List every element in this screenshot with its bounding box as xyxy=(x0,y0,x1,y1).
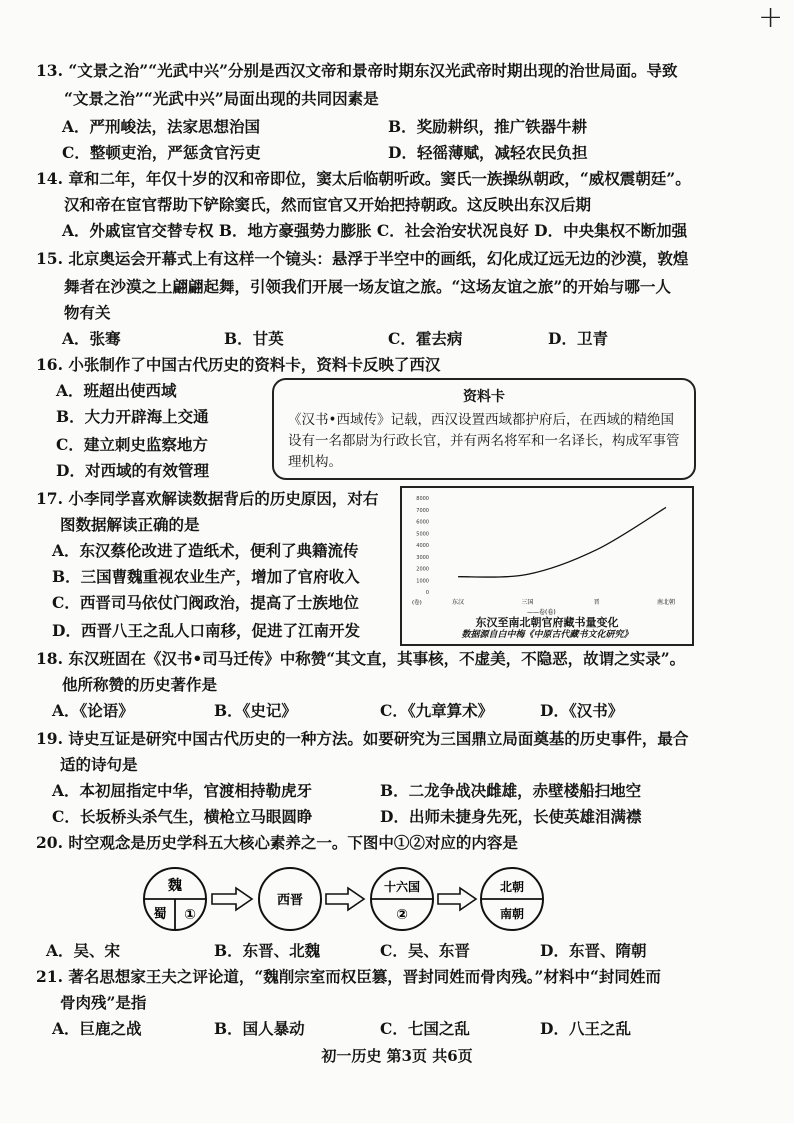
y-tick-label: 0 xyxy=(425,590,429,596)
q21-option-c: C．七国之乱 xyxy=(380,1019,470,1038)
label-wei: 魏 xyxy=(168,878,182,894)
q19-option-c: C．长坂桥头杀气生，横枪立马眼圆睁 xyxy=(52,807,313,826)
q15-option-d: D．卫青 xyxy=(548,329,608,348)
q21-stem-line1: 21. 著名思想家王夫之评论道，“魏削宗室而权臣篡，晋封同姓而骨肉残。”材料中“封同姓而 xyxy=(36,967,661,986)
label-nanchao: 南朝 xyxy=(499,907,525,921)
q15-option-c: C．霍去病 xyxy=(388,329,463,348)
y-tick-label: 6000 xyxy=(416,519,429,526)
label-shiliuguo: 十六国 xyxy=(383,880,421,894)
y-tick-label: 4000 xyxy=(416,543,429,549)
corner-crosshair-mark: + xyxy=(758,0,784,35)
y-axis-ticks xyxy=(416,496,429,596)
arrow-2-icon xyxy=(326,888,364,910)
x-tick-label: 南北朝 xyxy=(656,599,676,606)
q15-option-a: A．张骞 xyxy=(62,329,121,348)
dynasty-timeline-diagram xyxy=(140,864,560,934)
q16-option-a: A．班超出使西域 xyxy=(56,381,177,400)
q14-stem-line2: 汉和帝在宦官帮助下铲除窦氏，然而宦官又开始把持朝政。这反映出东汉后期 xyxy=(64,195,592,214)
label-xijin: 西晋 xyxy=(276,893,304,908)
chart-subtitle: 数据源自白中梅《中原古代藏书文化研究》 xyxy=(461,630,633,640)
q16-option-d: D．对西域的有效管理 xyxy=(56,461,209,480)
q15-option-b: B．甘英 xyxy=(224,329,284,348)
data-card-text: 《汉书•西域传》记载，西汉设置西域都护府后，在西域的精绝国设有一名都尉为行政长官，并有两名将军和一名译长，构成军事管理机构。 xyxy=(288,412,680,470)
x-axis-unit-label: (卷) xyxy=(412,600,422,606)
q17-option-c: C．西晋司马依仗门阀政治，提高了士族地位 xyxy=(52,593,359,612)
q21-option-b: B．国人暴动 xyxy=(214,1019,305,1038)
q14-stem-line1: 14. 章和二年，年仅十岁的汉和帝即位，窦太后临朝听政。窦氏一族操纵朝政，“威权震朝廷”。 xyxy=(36,169,691,188)
q16-stem-line1: 16. 小张制作了中国古代历史的资料卡，资料卡反映了西汉 xyxy=(36,355,441,374)
data-card xyxy=(272,378,696,480)
y-tick-label: 5000 xyxy=(416,531,429,538)
chart-title: 东汉至南北朝官府藏书量变化 xyxy=(475,616,619,629)
q13-option-d: D．轻徭薄赋，减轻农民负担 xyxy=(388,143,588,162)
y-tick-label: 3000 xyxy=(416,554,429,561)
q17-option-b: B．三国曹魏重视农业生产，增加了官府收入 xyxy=(52,567,360,586)
q21-option-d: D．八王之乱 xyxy=(540,1019,631,1038)
y-tick-label: 2000 xyxy=(416,566,429,573)
x-tick-label: 东汉 xyxy=(451,599,465,606)
q15-stem-line1: 15. 北京奥运会开幕式上有这样一个镜头：悬浮于半空中的画纸，幻化成辽远无边的沙漠，敦煌 xyxy=(36,249,689,268)
q18-option-b: B．《史记》 xyxy=(214,701,297,720)
y-tick-label: 8000 xyxy=(416,496,429,502)
y-tick-label: 1000 xyxy=(416,578,429,585)
data-card-title: 资料卡 xyxy=(463,389,505,405)
chart-legend: ——卷(卷) xyxy=(527,609,556,616)
x-axis-ticks xyxy=(412,598,675,606)
page-footer: 初一历史 第3页 共6页 xyxy=(321,1047,473,1065)
q15-stem-line3: 物有关 xyxy=(64,303,111,322)
q13-option-b: B．奖励耕织，推广铁器牛耕 xyxy=(388,117,588,136)
q18-option-c: C．《九章算术》 xyxy=(380,701,494,720)
q17-stem-line1: 17. 小李同学喜欢解读数据背后的历史原因，对右 xyxy=(36,489,379,508)
q13-option-a: A．严刑峻法，法家思想治国 xyxy=(62,117,261,136)
q17-option-d: D．西晋八王之乱人口南移，促进了江南开发 xyxy=(52,621,360,640)
q19-option-a: A．本初屈指定中华，官渡相持勒虎牙 xyxy=(52,781,313,800)
x-tick-label: 三国 xyxy=(521,599,534,606)
q19-stem-line1: 19. 诗史互证是研究中国古代历史的一种方法。如要研究为三国鼎立局面奠基的历史事件，最合 xyxy=(36,729,689,748)
q19-stem-line2: 适的诗句是 xyxy=(60,755,138,774)
q16-option-b: B．大力开辟海上交通 xyxy=(56,407,209,426)
q18-option-a: A．《论语》 xyxy=(52,701,134,720)
label-slot-1: ① xyxy=(184,907,196,923)
arrow-3-icon xyxy=(438,888,476,910)
label-shu: 蜀 xyxy=(153,907,167,922)
arrow-1-icon xyxy=(212,888,252,910)
q20-option-b: B．东晋、北魏 xyxy=(214,941,321,960)
q13-option-c: C．整顿吏治，严惩贪官污吏 xyxy=(62,143,261,162)
q20-option-a: A．吴、宋 xyxy=(46,941,121,960)
q20-option-c: C．吴、东晋 xyxy=(380,941,470,960)
label-beichao: 北朝 xyxy=(499,880,525,894)
q19-option-d: D．出师未捷身先死，长使英雄泪满襟 xyxy=(380,807,642,826)
q14-options: A．外戚宦官交替专权 B．地方豪强势力膨胀 C．社会治安状况良好 D．中央集权不断加强 xyxy=(62,221,688,240)
y-tick-label: 7000 xyxy=(416,507,429,514)
x-tick-label: 晋 xyxy=(593,599,600,606)
q16-option-c: C．建立刺史监察地方 xyxy=(56,435,208,454)
q17-option-a: A．东汉蔡伦改进了造纸术，便利了典籍流传 xyxy=(52,541,359,560)
book-collection-chart xyxy=(400,486,694,646)
q21-option-a: A．巨鹿之战 xyxy=(52,1019,142,1038)
series-line-book-volume xyxy=(458,507,666,577)
q20-option-d: D．东晋、隋朝 xyxy=(540,941,647,960)
label-slot-2: ② xyxy=(396,907,408,923)
q18-stem-line1: 18. 东汉班固在《汉书•司马迁传》中称赞“其文直，其事核，不虚美，不隐恶，故谓之实录”。 xyxy=(36,649,686,668)
q21-stem-line2: 骨肉残”是指 xyxy=(60,993,147,1012)
q13-stem-line2: “文景之治”“光武中兴”局面出现的共同因素是 xyxy=(64,89,379,108)
q20-stem-line1: 20. 时空观念是历史学科五大核心素养之一。下图中①②对应的内容是 xyxy=(36,833,518,852)
q19-option-b: B．二龙争战决雌雄，赤壁楼船扫地空 xyxy=(380,781,642,800)
q18-stem-line2: 他所称赞的历史著作是 xyxy=(62,675,218,694)
q17-stem-line2: 图数据解读正确的是 xyxy=(60,515,200,534)
q18-option-d: D．《汉书》 xyxy=(540,701,624,720)
q15-stem-line2: 舞者在沙漠之上翩翩起舞，引领我们开展一场友谊之旅。“这场友谊之旅”的开始与哪一人 xyxy=(64,277,671,296)
q13-stem-line1: 13. “文景之治”“光武中兴”分别是西汉文帝和景帝时期东汉光武帝时期出现的治世局面。导致 xyxy=(36,61,678,80)
